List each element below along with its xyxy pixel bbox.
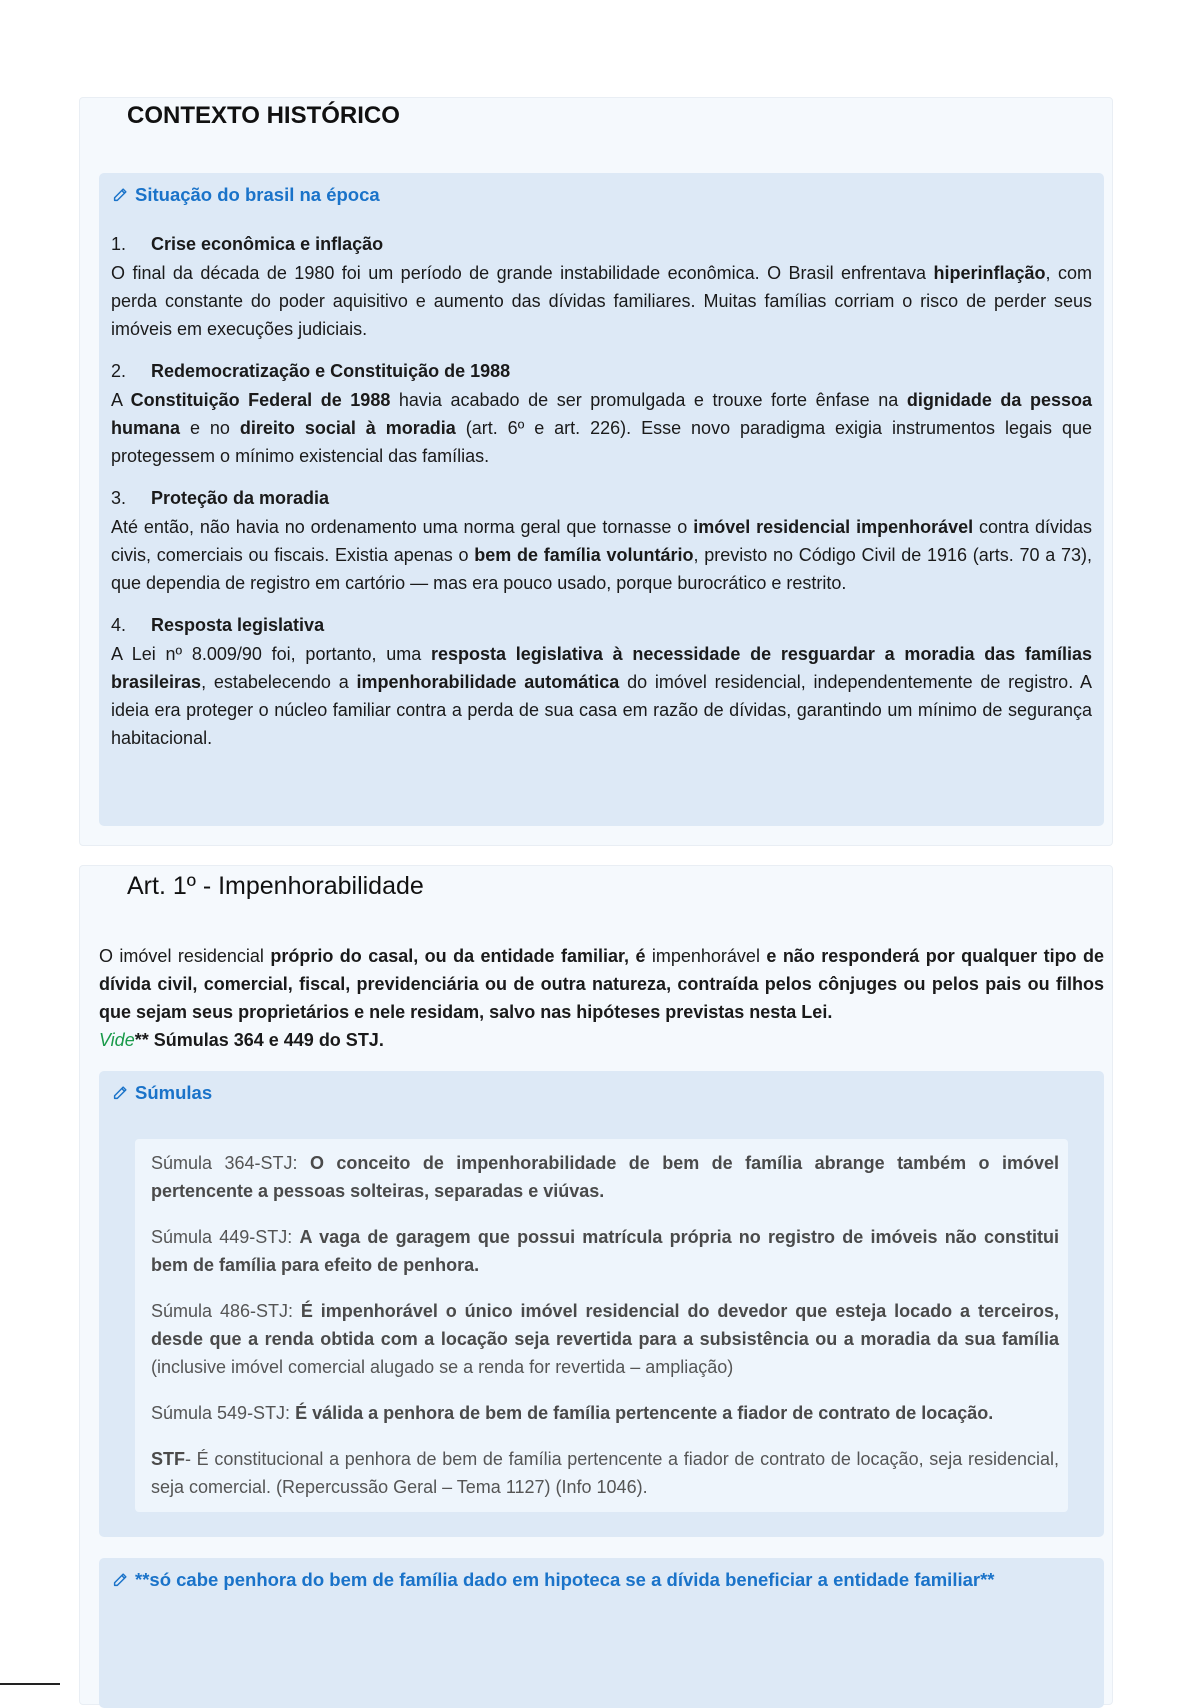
callout-situacao — [99, 173, 1104, 826]
callout-title: Súmulas — [135, 1082, 213, 1103]
article-body: O imóvel residencial próprio do casal, ou da entidade familiar, é impenhorável e não responderá por qualquer tipo de dívida civil, comercial, fiscal, previdenciária ou de outra natureza, contraída pelos cônjuges ou pelos pais ou filhos que sejam seus proprietários e nele residam, salvo nas hipóteses previstas nesta Lei. Vide** Súmulas 364 e 449 do STJ. — [99, 946, 1104, 1050]
callout-sumulas — [99, 1071, 1104, 1537]
callout-header — [111, 1569, 1092, 1591]
callout-header — [111, 1082, 1092, 1104]
sumula-item: Súmula 549-STJ: É válida a penhora de bem de família pertencente a fiador de contrato de locação. — [151, 1403, 994, 1423]
item-paragraph: A Constituição Federal de 1988 havia acabado de ser promulgada e trouxe forte ênfase na dignidade da pessoa humana e no direito social à moradia (art. 6º e art. 226). Esse novo paradigma exigia instrumentos legais que protegessem o mínimo existencial das famílias. — [111, 390, 1092, 466]
item-number: 3. — [111, 488, 127, 508]
footnote-divider — [0, 1683, 60, 1685]
callout-title: Situação do brasil na época — [135, 184, 380, 205]
callout-header — [111, 184, 1092, 206]
contexto-historico-section — [79, 97, 1113, 846]
item-paragraph: A Lei nº 8.009/90 foi, portanto, uma resposta legislativa à necessidade de resguardar a moradia das famílias brasileiras, estabelecendo a impenhorabilidade automática do imóvel residencial, independentemente de registro. A ideia era proteger o núcleo familiar contra a perda de sua casa em razão de dívidas, garantindo um mínimo de segurança habitacional. — [111, 644, 1092, 748]
item-number: 2. — [111, 361, 127, 381]
item-number: 1. — [111, 234, 127, 254]
item-heading: Crise econômica e inflação — [151, 234, 384, 254]
item-heading: Resposta legislativa — [151, 615, 325, 635]
item-heading: Redemocratização e Constituição de 1988 — [151, 361, 511, 381]
pencil-icon — [111, 186, 129, 204]
section-title: CONTEXTO HISTÓRICO — [127, 102, 400, 129]
list-item — [111, 488, 1092, 597]
pencil-icon — [111, 1571, 129, 1589]
stf-item: STF- É constitucional a penhora de bem de família pertencente a fiador de contrato de locação, seja residencial, seja comercial. (Repercussão Geral – Tema 1127) (Info 1046). — [151, 1449, 1059, 1497]
item-heading: Proteção da moradia — [151, 488, 330, 508]
item-number: 4. — [111, 615, 127, 635]
sumulas-box — [135, 1139, 1068, 1512]
list-item — [111, 361, 1092, 470]
vide-link[interactable]: Vide — [99, 1030, 135, 1050]
sumula-item: Súmula 364-STJ: O conceito de impenhorabilidade de bem de família abrange também o imóvel pertencente a pessoas solteiras, separadas e viúvas. — [151, 1153, 1059, 1201]
sumula-item: Súmula 449-STJ: A vaga de garagem que possui matrícula própria no registro de imóveis não constitui bem de família para efeito de penhora. — [151, 1227, 1059, 1275]
art1-section — [79, 865, 1113, 1705]
pencil-icon — [111, 1084, 129, 1102]
item-paragraph: Até então, não havia no ordenamento uma norma geral que tornasse o imóvel residencial impenhorável contra dívidas civis, comerciais ou fiscais. Existia apenas o bem de família voluntário, previsto no Código Civil de 1916 (arts. 70 a 73), que dependia de registro em cartório — mas era pouco usado, porque burocrático e restrito. — [111, 517, 1093, 593]
list-item — [111, 234, 1092, 343]
section-title: Art. 1º - Impenhorabilidade — [127, 872, 424, 900]
callout-title: **só cabe penhora do bem de família dado em hipoteca se a dívida beneficiar a entidade familiar** — [135, 1569, 995, 1590]
callout-hipoteca — [99, 1558, 1104, 1708]
sumula-item: Súmula 486-STJ: É impenhorável o único imóvel residencial do devedor que esteja locado a terceiros, desde que a renda obtida com a locação seja revertida para a subsistência ou a moradia da sua família (inclusive imóvel comercial alugado se a renda for revertida – ampliação) — [151, 1301, 1060, 1377]
item-paragraph: O final da década de 1980 foi um período de grande instabilidade econômica. O Brasil enfrentava hiperinflação, com perda constante do poder aquisitivo e aumento das dívidas familiares. Muitas famílias corriam o risco de perder seus imóveis em execuções judiciais. — [111, 263, 1092, 339]
list-item — [111, 615, 1092, 752]
